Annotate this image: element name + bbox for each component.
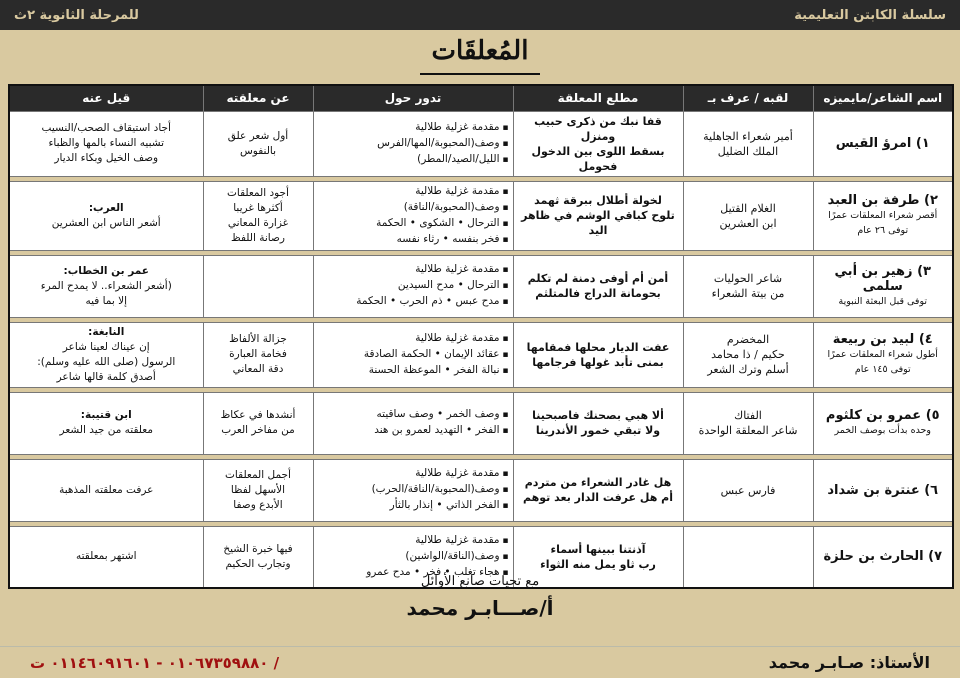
col-header-said: قيل عنه <box>9 85 203 111</box>
opening-cell <box>513 459 683 521</box>
title-cell <box>683 181 813 250</box>
opening-cell <box>513 322 683 387</box>
opening-line: رب ثاو يمل منه الثواء <box>540 557 656 571</box>
poet-note: أطول شعراء المعلقات عمرًا توفى ١٤٥ عام <box>827 349 938 375</box>
series-label: سلسلة الكابتن التعليمية <box>794 7 946 23</box>
about-line: غزارة المعاني <box>227 216 289 229</box>
poet-note: وحده بدأت بوصف الخمر <box>834 425 932 436</box>
about-line: رصانة اللفظ <box>231 231 285 244</box>
opening-line: بحومانة الدراج فالمتلثم <box>535 287 661 300</box>
about-cell <box>203 526 313 588</box>
table-row <box>9 459 953 521</box>
topics-list <box>318 262 509 310</box>
topic-item: ▪ الفخر الذاتي • إنذار بالثأر <box>318 498 509 514</box>
title-line: الملك الضليل <box>717 144 779 158</box>
topic-item: ▪ مقدمة غزلية طلالية <box>318 331 509 347</box>
footer-author: أ/صـــابـر محمد <box>406 596 554 620</box>
said-cell <box>9 526 203 588</box>
title-line: الغلام القتيل <box>720 201 776 215</box>
title-line: حكيم / ذا محامد <box>711 348 785 361</box>
topics-list <box>318 466 509 514</box>
about-cell <box>203 459 313 521</box>
said-cell <box>9 111 203 176</box>
topics-cell <box>313 392 513 454</box>
poet-cell <box>813 526 953 588</box>
about-cell <box>203 392 313 454</box>
col-header-about: عن معلقته <box>203 85 313 111</box>
about-line: دقة المعاني <box>232 363 284 375</box>
topics-list <box>318 184 509 248</box>
title-line: أسلم وترك الشعر <box>707 363 789 376</box>
said-cell <box>9 255 203 317</box>
said-label: النابغة: <box>88 325 125 338</box>
opening-line: أمن أم أوفى دمنة لم تكلم <box>527 272 669 285</box>
title-line: من بيتة الشعراء <box>711 287 785 300</box>
said-cell <box>9 459 203 521</box>
about-line: الأسهل لفظا <box>230 483 286 496</box>
about-cell <box>203 255 313 317</box>
said-line: إلا بما فيه <box>85 294 128 307</box>
opening-cell <box>513 181 683 250</box>
topic-item: ▪ وصف(المحبوبة/الناقة) <box>318 200 509 216</box>
poet-cell <box>813 255 953 317</box>
topic-item: ▪ الترحال • مدح السيدين <box>318 278 509 294</box>
topic-item: ▪ نبالة الفخر • الموعظة الحسنة <box>318 363 509 379</box>
topic-item: ▪ الليل/الصيد/المطر) <box>318 152 509 168</box>
poet-cell <box>813 459 953 521</box>
table-row <box>9 111 953 176</box>
col-header-poet: اسم الشاعر/مايميزه <box>813 85 953 111</box>
opening-cell <box>513 392 683 454</box>
topic-item: ▪ عقائد الإيمان • الحكمة الصادقة <box>318 347 509 363</box>
title-line: ابن العشرين <box>719 216 777 230</box>
col-header-title: لقبه / عرف بـ <box>683 85 813 111</box>
opening-line: لخولة أطلال ببرقة ثهمد <box>534 194 662 207</box>
title-cell <box>683 526 813 588</box>
topic-item: ▪ الترحال • الشكوى • الحكمة <box>318 216 509 232</box>
about-cell <box>203 322 313 387</box>
poet-name: ٧) الحارث بن حلزة <box>823 549 943 565</box>
title-cell <box>683 322 813 387</box>
said-label: عمر بن الخطاب: <box>63 264 149 277</box>
col-header-opening: مطلع المعلقة <box>513 85 683 111</box>
about-line: أنشدها في عكاظ <box>220 409 296 421</box>
stage-label: للمرحلة الثانوية ٢ث <box>14 7 139 23</box>
about-line: الأبدع وصفا <box>233 498 283 511</box>
said-line: أصدق كلمة قالها شاعر <box>56 370 156 383</box>
title-line: أمير شعراء الجاهلية <box>703 129 793 143</box>
topic-item: ▪ فخر بنفسه • رثاء نفسه <box>318 232 509 248</box>
topic-item: ▪ وصف الخمر • وصف ساقيته <box>318 407 509 423</box>
phone-numbers <box>30 654 279 672</box>
table-row <box>9 392 953 454</box>
poet-cell <box>813 392 953 454</box>
title-line: فارس عبس <box>720 483 776 497</box>
opening-line: تلوح كباقي الوشم في ظاهر اليد <box>521 209 675 237</box>
poet-cell <box>813 322 953 387</box>
topic-item: ▪ الفخر • التهديد لعمرو بن هند <box>318 423 509 439</box>
topics-cell <box>313 459 513 521</box>
title-cell <box>683 111 813 176</box>
top-bar <box>0 0 960 30</box>
said-cell <box>9 181 203 250</box>
said-line: وصف الخيل وبكاء الديار <box>54 152 159 164</box>
poet-note: أقصر شعراء المعلقات عمرًا توفى ٢٦ عام <box>828 210 938 236</box>
poet-name: ٣) زهير بن أبي سلمى <box>834 263 931 294</box>
topic-item: ▪ مدح عبس • ذم الحرب • الحكمة <box>318 294 509 310</box>
footer-greeting: مع تحيات صانع الأوائل <box>420 574 540 589</box>
said-label: ابن قتيبة: <box>80 409 132 421</box>
about-line: أجود المعلقات <box>227 186 289 199</box>
topics-list <box>318 331 509 379</box>
about-line: وتجارب الحكيم <box>225 557 291 570</box>
about-line: فخامة العبارة <box>229 348 287 360</box>
title-cell <box>683 255 813 317</box>
topic-item: ▪ وصف(الناقة/الواشين) <box>318 549 509 565</box>
poet-name: ٦) عنترة بن شداد <box>827 482 939 498</box>
muallaqat-table <box>8 84 954 589</box>
title-line: شاعر الحوليات <box>713 272 783 285</box>
topics-cell <box>313 255 513 317</box>
opening-line: أم هل عرفت الدار بعد توهم <box>523 491 673 504</box>
about-line: أول شعر علق <box>227 129 289 142</box>
topic-item: ▪ مقدمة غزلية طلالية <box>318 533 509 549</box>
said-cell <box>9 392 203 454</box>
title-cell <box>683 392 813 454</box>
opening-line: عفت الديار محلها فمقامها <box>526 340 670 354</box>
poet-name: ٤) لبيد بن ربيعة <box>832 332 933 347</box>
topics-cell <box>313 111 513 176</box>
opening-line: بمنى تأبد غولها فرجامها <box>532 355 664 369</box>
title-line: شاعر المعلقة الواحدة <box>698 424 798 437</box>
topics-list <box>318 407 509 439</box>
opening-line: آذنتنا ببينها أسماء <box>550 542 646 556</box>
said-cell <box>9 322 203 387</box>
topic-item: ▪ مقدمة غزلية طلالية <box>318 466 509 482</box>
about-line: فيها خبرة الشيخ <box>223 542 293 555</box>
said-line: الرسول (صلى الله عليه وسلم): <box>37 355 176 368</box>
about-cell <box>203 181 313 250</box>
about-line: أكثرها غريبا <box>233 201 283 214</box>
poet-name: ٢) طرفة بن العبد <box>827 193 938 208</box>
phones-value: ٠١٠٦٧٣٥٩٨٨٠ - ٠١١٤٦٠٩١٦٠١ <box>50 653 269 672</box>
poet-note: توفى قبل البعثة النبوية <box>838 295 928 307</box>
topic-item: ▪ وصف(المحبوبة/الناقة/الحرب) <box>318 482 509 498</box>
topics-cell <box>313 181 513 250</box>
said-line: اشتهر بمعلقته <box>76 550 137 563</box>
topic-item: ▪ مقدمة غزلية طلالية <box>318 120 509 136</box>
said-line: إن عيناك لعينا شاعر <box>62 340 150 353</box>
topic-item: ▪ مقدمة غزلية طلالية <box>318 184 509 200</box>
table-row <box>9 181 953 250</box>
poet-cell <box>813 111 953 176</box>
title-cell <box>683 459 813 521</box>
topics-cell <box>313 322 513 387</box>
table-row <box>9 255 953 317</box>
said-line: (أشعر الشعراء.. لا يمدح المرء <box>40 279 172 292</box>
topic-item: ▪ مقدمة غزلية طلالية <box>318 262 509 278</box>
table-header-row <box>9 85 953 111</box>
col-header-topics: تدور حول <box>313 85 513 111</box>
said-line: أجاد استيقاف الصحب/النسيب <box>41 122 171 134</box>
table-row <box>9 322 953 387</box>
about-cell <box>203 111 313 176</box>
title-underline <box>420 73 540 75</box>
bottom-bar <box>0 646 960 678</box>
said-label: العرب: <box>88 201 124 214</box>
page-title: المُعلقَات <box>431 36 529 66</box>
poet-cell <box>813 181 953 250</box>
opening-cell <box>513 111 683 176</box>
opening-line: هل غادر الشعراء من متردم <box>524 476 672 489</box>
opening-line: بسقط اللوى بين الدخول فحومل <box>531 144 665 173</box>
about-line: جزالة الألفاظ <box>229 333 287 345</box>
poet-name: ٥) عمرو بن كلثوم <box>825 408 940 423</box>
opening-line: ولا تبقي خمور الأندرينا <box>535 424 661 437</box>
said-line: أشعر الناس ابن العشرين <box>51 216 161 229</box>
title-line: الفتاك <box>734 409 762 422</box>
said-line: تشبيه النساء بالمها والظباء <box>48 137 165 149</box>
opening-cell <box>513 255 683 317</box>
teacher-name: الأستاذ: صـابـر محمد <box>768 653 930 672</box>
about-line: من مفاخر العرب <box>221 424 295 436</box>
said-line: معلقته من جيد الشعر <box>59 424 153 436</box>
opening-line: قفا نبك من ذكرى حبيب ومنزل <box>534 114 662 143</box>
topics-list <box>318 120 509 168</box>
said-line: عرفت معلقته المذهبة <box>59 483 154 496</box>
topic-item: ▪ هجاء تغلب • فخر • مدح عمرو <box>318 565 509 581</box>
title-line: المخضرم <box>726 333 770 346</box>
opening-line: ألا هبي بصحنك فاصبحينا <box>532 409 664 422</box>
about-line: بالنفوس <box>239 144 277 157</box>
about-line: أجمل المعلقات <box>225 468 291 481</box>
poet-name: ١) امرؤ القيس <box>835 136 930 151</box>
topic-item: ▪ وصف(المحبوبة/المها/الفرس <box>318 136 509 152</box>
phones-label: ت / <box>30 653 280 672</box>
